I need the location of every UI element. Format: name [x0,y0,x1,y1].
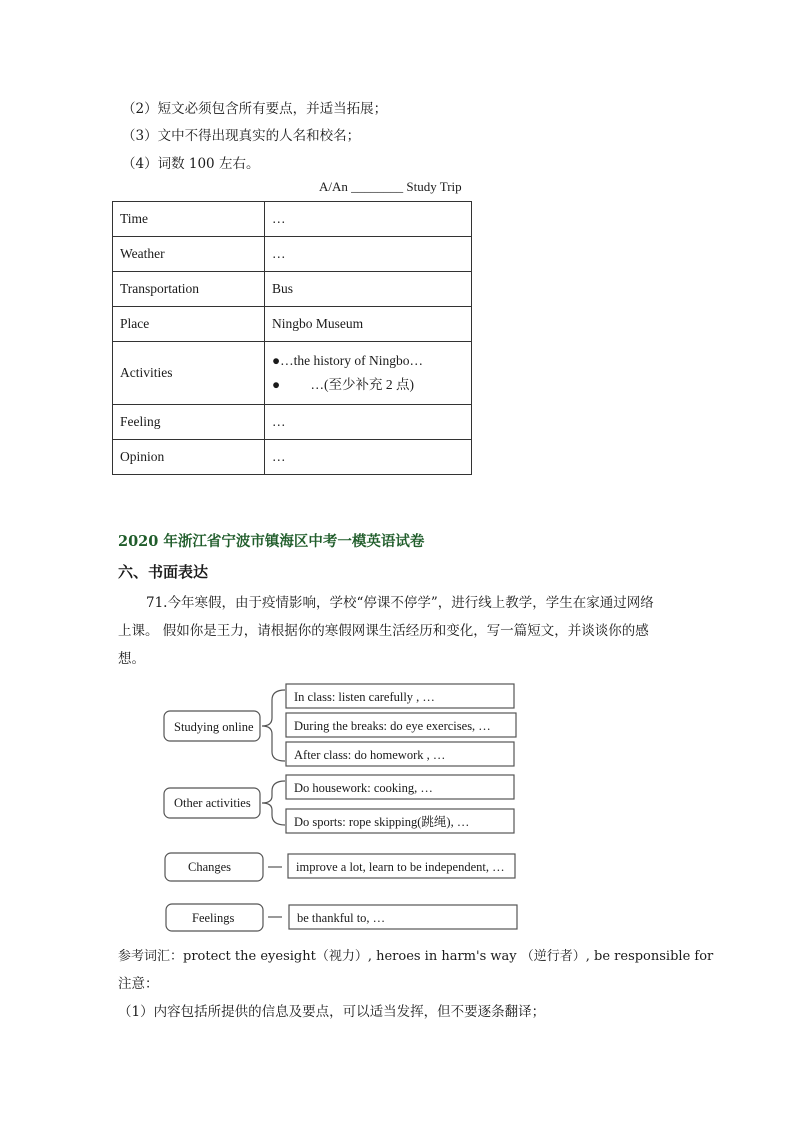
note-4: （4）词数 100 左右。 [122,156,260,172]
mindmap-item: improve a lot, learn to be independent, … [296,860,505,874]
trip-title: A/An ________ Study Trip [319,179,462,194]
brace [262,781,285,825]
table-key: Feeling [113,405,265,440]
activity-item: ●…the history of Ningbo… [272,353,424,368]
exam-title: 2020 年浙江省宁波市镇海区中考一模英语试卷 [118,533,425,550]
table-key: Place [113,307,265,342]
note-2: （2）短文必须包含所有要点，并适当拓展； [122,101,388,117]
section-title: 六、书面表达 [118,563,209,581]
mindmap-item: Do sports: rope skipping(跳绳), … [294,815,470,829]
table-value: … [265,237,472,272]
table-key: Time [113,202,265,237]
table-value: … [265,202,472,237]
mindmap-label: Other activities [174,796,251,810]
mindmap-item: During the breaks: do eye exercises, … [294,719,491,733]
prompt-line-2: 上课。 假如你是王力，请根据你的寒假网课生活经历和变化，写一篇短文，并谈谈你的感 [118,623,649,639]
mindmap-label: Changes [188,860,232,874]
mindmap-item: Do housework: cooking, … [294,781,433,795]
activity-item: ● …(至少补充 2 点) [272,377,415,392]
table-value: Bus [265,272,472,307]
table-key: Transportation [113,272,265,307]
brace [262,690,285,761]
note-3: （3）文中不得出现真实的人名和校名； [122,128,361,144]
vocab-line: 参考词汇：protect the eyesight（视力）, heroes in harm's way （逆行者）, be responsible for [118,949,714,964]
mindmap-item: In class: listen carefully , … [294,690,435,704]
prompt-line-3: 想。 [118,651,145,667]
table-key: Opinion [113,440,265,475]
mindmap-label: Studying online [174,720,254,734]
note-bottom-1: （1）内容包括所提供的信息及要点，可以适当发挥，但不要逐条翻译； [118,1004,546,1020]
mindmap-item: be thankful to, … [297,911,386,925]
notice-label: 注意： [118,976,159,992]
table-value: Ningbo Museum [265,307,472,342]
mindmap-label: Feelings [192,911,235,925]
table-value: … [265,405,472,440]
mindmap-item: After class: do homework , … [294,748,446,762]
table-value: … [265,440,472,475]
prompt-line-1: 71.今年寒假，由于疫情影响，学校“停课不停学”，进行线上教学，学生在家通过网络 [146,595,654,611]
table-key: Activities [113,342,265,405]
table-key: Weather [113,237,265,272]
